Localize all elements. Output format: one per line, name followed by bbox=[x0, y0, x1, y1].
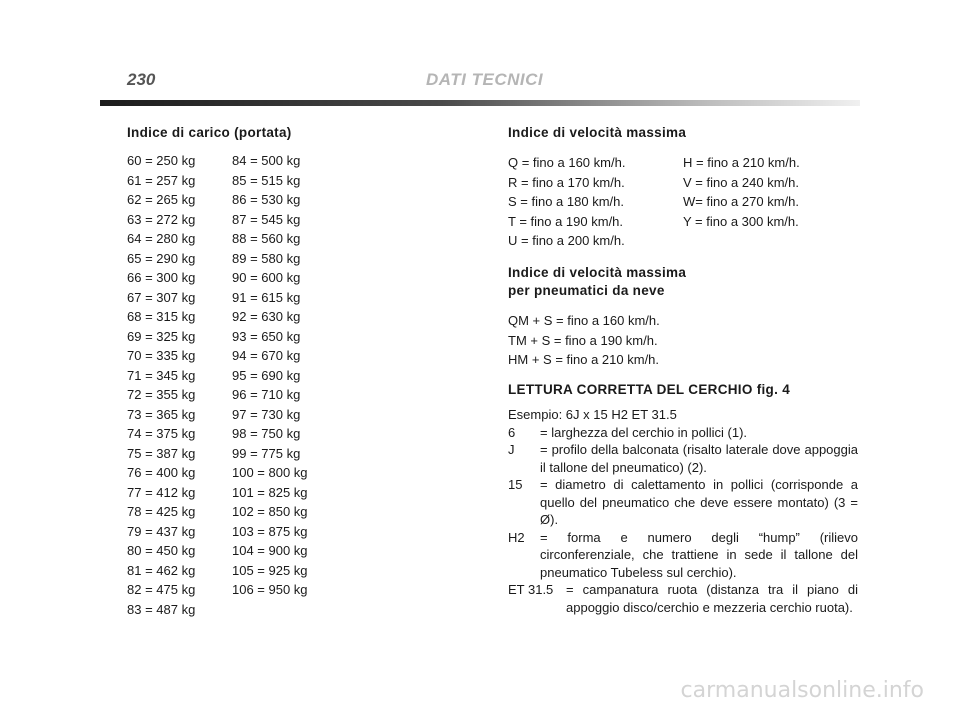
load-index-entry: 87 = 545 kg bbox=[232, 211, 301, 227]
load-index-entry: 75 = 387 kg bbox=[127, 445, 196, 461]
load-index-entry: 102 = 850 kg bbox=[232, 504, 308, 519]
rim-definition-row bbox=[508, 529, 858, 582]
load-index-entry: 96 = 710 kg bbox=[232, 387, 301, 402]
load-index-entry: 94 = 670 kg bbox=[232, 348, 301, 363]
load-index-entry: 61 = 257 kg bbox=[127, 172, 196, 188]
load-index-entry: 63 = 272 kg bbox=[127, 211, 196, 227]
load-index-entry: 81 = 462 kg bbox=[127, 562, 196, 578]
section-title: DATI TECNICI bbox=[426, 70, 544, 89]
load-index-entry: 66 = 300 kg bbox=[127, 270, 196, 285]
rim-definition-key: H2 bbox=[508, 529, 525, 545]
load-index-entry: 74 = 375 kg bbox=[127, 426, 196, 441]
load-index-entry: 100 = 800 kg bbox=[232, 465, 308, 480]
speed-index-heading: Indice di velocità massima bbox=[508, 125, 687, 140]
rim-definition-text: = diametro di calettamento in pollici (corrisponde a quello del pneumatico che deve essere montato) (3 = Ø). bbox=[540, 477, 858, 527]
load-index-entry: 64 = 280 kg bbox=[127, 231, 196, 246]
load-index-entry: 82 = 475 kg bbox=[127, 582, 196, 597]
load-index-column-b bbox=[232, 151, 308, 600]
rim-definition-key: 15 bbox=[508, 477, 523, 492]
load-index-entry: 92 = 630 kg bbox=[232, 309, 301, 324]
load-index-entry: 62 = 265 kg bbox=[127, 192, 196, 207]
speed-index-entry: U = fino a 200 km/h. bbox=[508, 233, 625, 248]
rim-reading-heading: LETTURA CORRETTA DEL CERCHIO fig. 4 bbox=[508, 382, 790, 397]
header-rule bbox=[100, 100, 860, 106]
rim-definition-text: = profilo della balconata (risalto laterale dove appoggia il tallone del pneumatico) (2). bbox=[540, 442, 858, 475]
speed-index-entry: H = fino a 210 km/h. bbox=[683, 155, 800, 170]
load-index-entry: 97 = 730 kg bbox=[232, 406, 301, 422]
speed-index-entry: S = fino a 180 km/h. bbox=[508, 194, 624, 209]
page-number: 230 bbox=[127, 70, 156, 89]
load-index-entry: 77 = 412 kg bbox=[127, 484, 196, 500]
load-index-entry: 70 = 335 kg bbox=[127, 348, 196, 363]
snow-speed-entry: HM + S = fino a 210 km/h. bbox=[508, 352, 660, 367]
speed-index-column-b bbox=[683, 153, 800, 231]
load-index-entry: 99 = 775 kg bbox=[232, 445, 301, 461]
load-index-entry: 98 = 750 kg bbox=[232, 426, 301, 441]
rim-definition-key: J bbox=[508, 442, 515, 457]
rim-reading-block bbox=[508, 406, 858, 616]
load-index-entry: 84 = 500 kg bbox=[232, 153, 301, 168]
speed-index-entry: Y = fino a 300 km/h. bbox=[683, 213, 799, 229]
rim-definition-text: = campanatura ruota (distanza tra il piano di appoggio disco/cerchio e mezzeria cerchio ruota). bbox=[566, 582, 858, 615]
load-index-entry: 68 = 315 kg bbox=[127, 309, 196, 324]
speed-index-entry: T = fino a 190 km/h. bbox=[508, 213, 624, 229]
load-index-column-a bbox=[127, 151, 195, 619]
rim-definition-row bbox=[508, 476, 858, 529]
rim-definition-key: ET 31.5 bbox=[508, 582, 554, 597]
speed-index-column-a bbox=[508, 153, 625, 251]
load-index-entry: 60 = 250 kg bbox=[127, 153, 196, 168]
speed-index-entry: V = fino a 240 km/h. bbox=[683, 174, 799, 190]
load-index-entry: 79 = 437 kg bbox=[127, 523, 196, 539]
speed-index-entry: R = fino a 170 km/h. bbox=[508, 174, 625, 190]
snow-speed-heading bbox=[508, 264, 686, 300]
watermark: carmanualsonline.info bbox=[680, 678, 924, 703]
load-index-entry: 72 = 355 kg bbox=[127, 387, 196, 402]
load-index-entry: 86 = 530 kg bbox=[232, 192, 301, 207]
snow-speed-heading-line2: per pneumatici da neve bbox=[508, 283, 665, 298]
snow-speed-entry: TM + S = fino a 190 km/h. bbox=[508, 332, 658, 348]
rim-example: Esempio: 6J x 15 H2 ET 31.5 bbox=[508, 407, 677, 422]
snow-speed-heading-line1: Indice di velocità massima bbox=[508, 265, 687, 280]
load-index-entry: 89 = 580 kg bbox=[232, 250, 301, 266]
load-index-entry: 104 = 900 kg bbox=[232, 543, 308, 558]
rim-definition-row bbox=[508, 581, 858, 616]
load-index-entry: 88 = 560 kg bbox=[232, 231, 301, 246]
load-index-entry: 85 = 515 kg bbox=[232, 172, 301, 188]
load-index-entry: 65 = 290 kg bbox=[127, 250, 196, 266]
load-index-entry: 91 = 615 kg bbox=[232, 289, 301, 305]
load-index-entry: 106 = 950 kg bbox=[232, 582, 308, 597]
load-index-entry: 101 = 825 kg bbox=[232, 484, 308, 500]
load-index-entry: 103 = 875 kg bbox=[232, 523, 308, 539]
load-index-entry: 67 = 307 kg bbox=[127, 289, 196, 305]
rim-definition-text: = forma e numero degli “hump” (rilievo circonferenziale, che trattiene in sede il tallone del pneumatico Tubeless sul cerchio). bbox=[540, 529, 858, 580]
rim-definition-key: 6 bbox=[508, 424, 516, 440]
load-index-entry: 71 = 345 kg bbox=[127, 367, 196, 383]
load-index-entry: 95 = 690 kg bbox=[232, 367, 301, 383]
load-index-entry: 78 = 425 kg bbox=[127, 504, 196, 519]
rim-definition-row bbox=[508, 441, 858, 476]
load-index-entry: 90 = 600 kg bbox=[232, 270, 301, 285]
snow-speed-list bbox=[508, 311, 660, 370]
speed-index-entry: Q = fino a 160 km/h. bbox=[508, 155, 626, 170]
load-index-entry: 76 = 400 kg bbox=[127, 465, 196, 480]
load-index-entry: 93 = 650 kg bbox=[232, 328, 301, 344]
load-index-entry: 105 = 925 kg bbox=[232, 562, 308, 578]
load-index-entry: 83 = 487 kg bbox=[127, 601, 196, 617]
load-index-entry: 69 = 325 kg bbox=[127, 328, 196, 344]
rim-definition-text: = larghezza del cerchio in pollici (1). bbox=[540, 424, 748, 440]
load-index-entry: 73 = 365 kg bbox=[127, 406, 196, 422]
load-index-heading: Indice di carico (portata) bbox=[127, 125, 292, 140]
load-index-entry: 80 = 450 kg bbox=[127, 543, 196, 558]
speed-index-entry: W= fino a 270 km/h. bbox=[683, 194, 799, 209]
snow-speed-entry: QM + S = fino a 160 km/h. bbox=[508, 313, 660, 328]
rim-definition-row bbox=[508, 424, 858, 442]
